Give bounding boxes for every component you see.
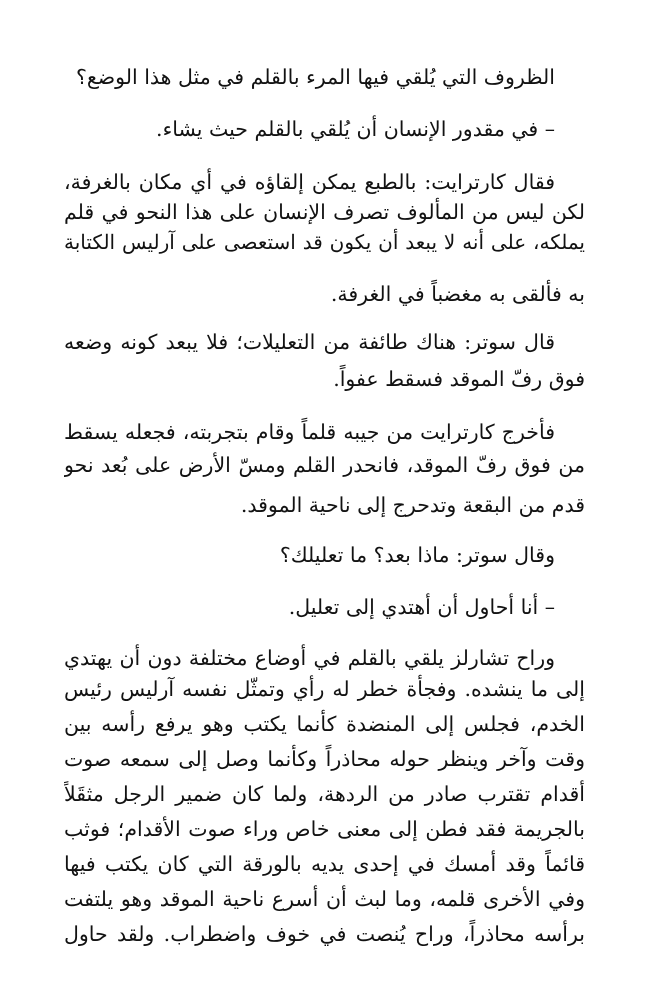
text-line: فقال كارترايت: بالطبع يمكن إلقاؤه في أي مكان بالغرفة، bbox=[64, 170, 555, 194]
text-line: – في مقدور الإنسان أن يُلقي بالقلم حيث يشاء. bbox=[156, 117, 555, 141]
text-line: يملكه، على أنه لا يبعد أن يكون قد استعصى على آرليس الكتابة bbox=[64, 230, 585, 254]
text-line: فوق رفّ الموقد فسقط عفواً. bbox=[333, 367, 585, 391]
text-line: وراح تشارلز يلقي بالقلم في أوضاع مختلفة دون أن يهتدي bbox=[64, 646, 555, 670]
text-line: أقدام تقترب صادر من الردهة، ولما كان ضمير الرجل مثقَلاً bbox=[64, 782, 585, 806]
text-line: بالجريمة فقد فطن إلى معنى خاص وراء صوت الأقدام؛ فوثب bbox=[64, 817, 585, 841]
text-line: إلى ما ينشده. وفجأة خطر له رأي وتمثّل نفسه آرليس رئيس bbox=[64, 677, 585, 701]
text-line: قدم من البقعة وتدحرج إلى ناحية الموقد. bbox=[240, 493, 585, 517]
text-line: قائماً وقد أمسك في إحدى يديه بالورقة التي كان يكتب فيها bbox=[64, 852, 585, 876]
text-line: وفي الأخرى قلمه، وما لبث أن أسرع ناحية الموقد وهو يلتفت bbox=[64, 887, 585, 911]
text-line: قال سوتر: هناك طائفة من التعليلات؛ فلا يبعد كونه وضعه bbox=[64, 330, 555, 354]
text-line: لكن ليس من المألوف تصرف الإنسان على هذا النحو في قلم bbox=[64, 200, 585, 224]
text-line: به فألقى به مغضباً في الغرفة. bbox=[330, 282, 585, 306]
text-line: الظروف التي يُلقي فيها المرء بالقلم في مثل هذا الوضع؟ bbox=[75, 65, 555, 89]
text-line: الخدم، فجلس إلى المنضدة كأنما يكتب وهو يرفع رأسه بين bbox=[64, 712, 585, 736]
text-line: وقت وآخر وينظر حوله محاذراً وكأنما وصل إلى سمعه صوت bbox=[64, 747, 585, 771]
text-line: برأسه محاذراً، وراح يُنصت في خوف واضطراب. ولقد حاول bbox=[64, 922, 585, 946]
text-line: من فوق رفّ الموقد، فانحدر القلم ومسّ الأرض على بُعد نحو bbox=[64, 453, 585, 477]
text-line: – أنا أحاول أن أهتدي إلى تعليل. bbox=[288, 595, 555, 619]
text-line: وقال سوتر: ماذا بعد؟ ما تعليلك؟ bbox=[279, 543, 555, 567]
text-line: فأخرج كارترايت من جيبه قلماً وقام بتجربته، فجعله يسقط bbox=[64, 420, 555, 444]
